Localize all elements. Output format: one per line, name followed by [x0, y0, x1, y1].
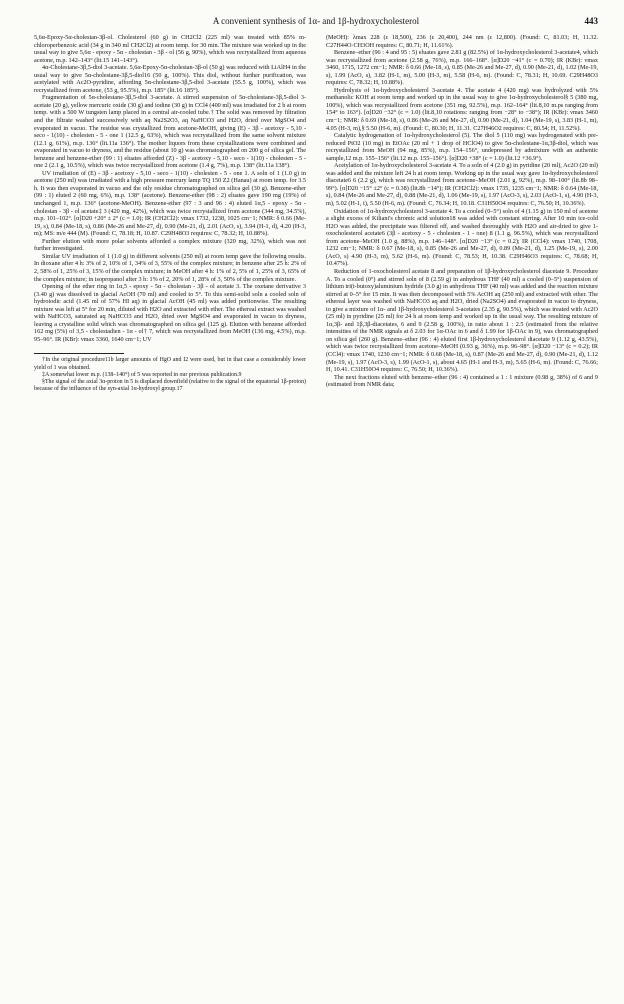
- paragraph: UV irradiation of (E) - 3β - acetoxy - 5,10 - seco - 1(10) - cholesten - 5 - one 1. A soln of 1 (1.0 g) in acetone (250 ml) was irradiated with a high pressure mercury lamp TQ 150 Z2 (Hanau) at room temp. for 3.5 h. It was then evaporated in vacuo and the oily residue chromatographed on silica gel (30 g). Benzene-ether (99 : 1) eluted 2 (60 mg, 6%), m.p. 138° (acetone). Benzene-ether (98 : 2) eluates gave 190 mg (19%) of unchanged 1, m.p. 136° (acetone-MeOH). Benzene-ether (97 : 3 and 96 : 4) eluted 1α,5 - epoxy - 5α - cholestan - 3β - ol acetate‡ 3 (420 mg, 42%), which was twice recrystallized from acetone (344 mg, 34.5%), m.p. 101–102°. [α]D20 +20° ± 2° (c = 1.0); IR (CH2Cl2): νmax 1732, 1238, 1025 cm−1; NMR: δ 0.66 (Me-19, s), 0.84 (Me-18, s), 0.86 (Me-26 and Me-27, d), 0.90 (Me-21, d), 2.01 (AcO, s), 3.94 (H-1, d), 4.20 (H-3, m); MS: m/e 444 (M). (Found: C, 78.18; H, 10.87. C29H48O3 requires: C, 78.32; H, 10.88%).: [34, 169, 306, 238]
- paragraph: (MeOH): λmax 228 (ε 18,500), 236 (ε 20,400), 244 nm (ε 12,800). (Found: C, 81.03; H, 11.32. C27H44O·CH3OH requires: C, 80.71; H, 11.61%).: [326, 34, 598, 49]
- paragraph: Benzene–ether (96 : 4 and 95 : 5) eluates gave 2.81 g (82.5%) of 1α-hydroxycholesterol 3-acetate4, which was recrystallized from acetone (2.58 g, 76%), m.p. 166–168°. [α]D20 −41° (c = 0.70); IR (KBr): νmax 3460, 1715, 1272 cm−1; NMR: δ 0.66 (Me-18, s), 0.85 (Me-26 and Me-27, d), 0.90 (Me-21, d), 1.02 (Me-19, s), 1.99 (AcO, s), 3.82 (H-1, m), 5.00 (H-3, m), 5.58 (H-6, m). (Found: C, 78.31; H, 10.69. C29H48O3 requires: C, 78.32; H, 10.88%).: [326, 49, 598, 87]
- running-header: [34, 14, 598, 34]
- footnote: ‡A somewhat lower m.p. (138–140°) of 5 was reported in our previous publication.9: [42, 371, 242, 378]
- footnotes: [34, 357, 306, 393]
- paragraph: Further elution with more polar solvents afforded a complex mixture (320 mg, 32%), which was not further investigated.: [34, 237, 306, 253]
- paragraph: Catalytic hydrogenation of 1α-hydroxycholesterol (5). The diol 5 (110 mg) was hydrogenated with pre-reduced PtO2 (10 mg) in EtOAc (20 ml + 1 drop of HClO4) to give 5α-cholestane-1α,3β-diol, which was recrystallized from MeOH (94 mg, 85%), m.p. 154–156°, undepressed by admixture with an authentic sample,12 m.p. 155–156° (lit.12 m.p. 155–156°). [α]D20 +38° (c = 1.0) (lit.12 +36.9°).: [326, 132, 598, 162]
- paragraph: The next fractions eluted with benzene–ether (96 : 4) contained a 1 : 1 mixture (0.98 g, 38%) of 6 and 9 (estimated from NMR data;: [326, 373, 598, 389]
- paragraph: 4α-Cholestane-3β,5-diol 3-acetate. 5,6α-Epoxy-5α-cholestan-3β-ol (50 g) was reduced with LiAlH4 in the usual way to give 5α-cholestane-3β,5-diol16 (50 g, 100%). This diol, without further purification, was acetylated with Ac2O-pyridine, affording 5α-cholestane-3β,5-diol 3-acetate (55.5 g, 100%), which was recrystallized from acetone, (53 g, 95.5%), m.p. 185° (lit.16 185°).: [34, 64, 306, 94]
- paragraph: Similar UV irradiation of 1 (1.0 g) in different solvents (250 ml) at room temp gave the following results. In dioxane after 4 h: 3% of 2, 10% of 1, 34% of 3, 55% of the complex mixture; in benzene after 25 h: 2% of 2, 58% of 1, 25% of 3, 15% of the complex mixture; in MeOH after 4 h: 1% of 2, 5% of 1, 25% of 3, 65% of the complex mixture; in isopropanol after 3 h: 1% of 2, 20% of 1, 28% of 3, 50% of the complex mixture.: [34, 252, 306, 283]
- paragraph: Oxidation of 1α-hydroxycholesterol 3-acetate 4. To a cooled (0–5°) soln of 4 (1.15 g) in 150 ml of acetone a slight excess of Kiliani's chromic acid solution18 was added with constant stirring. After 10 min ice-cold H2O was added, the precipitate was filtered off, and washed thoroughly with H2O and air-dried to give 1-oxocholesterol acetate6 (3β - acetoxy - 5 - cholesten - 1 - one) 8 (1.1 g, 96.5%), which was recrystallized from acetone–MeOH (1.0 g, 88%), m.p. 146–148°. [α]D20 −13° (c = 0.2); IR (CCl4): νmax 1740, 1708, 1232 cm−1; NMR: δ 0.67 (Me-18, s), 0.85 (Me-26 and Me-27, d), 0.89 (Me-21, d), 1.25 (Me-19, s), 2.00 (AcO, s) 4.90 (H-3, m), 5.62 (H-6, m). (Found: C, 78.53; H, 10.38. C29H46O3 requires: C, 78.68; H, 10.47%).: [326, 207, 598, 268]
- left-column: [34, 34, 306, 393]
- paragraph: Acetylation of 1α-hydroxycholesterol 3-acetate 4. To a soln of 4 (2.0 g) in pyridine (20 ml), Ac2O (20 ml) was added and the mixture left 24 h at room temp. Working up in the usual way gave 1α-hydroxycholesterol diacetate6 6 (2.2 g), which was recrystallized from acetone–MeOH (2.01 g, 92%), m.p. 98–100° (lit.8b 98–99°). [α]D20 −15° ±2° (c = 0.38) (lit.8b −14°); IR (CH2Cl2): νmax 1735, 1235 cm−1; NMR: δ 0.64 (Me-18, s), 0.84 (Me-26 and Me-27, d), 0.88 (Me-21, d), 1.06 (Me-19, s), 1.97 (AcO-3, s), 2.03 (AcO-1, s), 4.90 (H-3, m), 5.02 (H-1, t), 5.50 (H-6, m). (Found: C, 76.34; H, 10.18. C31H50O4 requires: C, 76.50; H, 10.36%).: [326, 162, 598, 208]
- running-title: A convenient synthesis of 1α- and 1β-hydroxycholesterol: [212, 16, 420, 26]
- right-column: [326, 34, 598, 393]
- paragraph: Opening of the ether ring in 1α,5 - epoxy - 5α - cholestan - 3β - ol acetate 3. The oxetane derivative 3 (3.40 g) was dissolved in glacial AcOH (70 ml) and cooled to 5°. To this semi-solid soln a cooled soln of hydroiodic acid (1.45 ml of 57% HI aq) in glacial AcOH (45 ml) was added portionwise. The resulting mixture was left at 5° for 20 min, diluted with H2O and extracted with ether. The ethereal extract was washed with NaHCO3, saturated aq NaHCO3 and H2O, dried over MgSO4 and evaporated in vacuo to dryness, leaving a crystalline solid which was chromatographed on silica gel (125 g). Elution with benzene afforded 162 mg (5%) of 3,5 - cholestadien - 1α - ol† 7, which was recrystallized from MeOH (136 mg, 4.5%), m.p. 95–96°. IR (KBr): νmax 3360, 1640 cm−1; UV: [34, 283, 306, 343]
- paragraph: Hydrolysis of 1α-hydroxycholesterol 3-acetate 4. The acetate 4 (420 mg) was hydrolyzed with 5% methanolic KOH at room temp and worked up in the usual way to give 1α-hydroxycholesterol§ 5 (380 mg, 100%), which was recrystallized from acetone (351 mg, 92.5%), m.p. 162–164° (lit.8,10 m.ps ranging from 154° to 163°). [α]D20 −32° (c = 1.0) (lit.8,10 rotations: ranging from −28° to −38°); IR (KBr): νmax 3460 cm−1; NMR: δ 0.69 (Me-18, s), 0.86 (Me-26 and Me-27, d), 0.90 (Me-21, d), 1.04 (Me-19, s), 3.83 (H-1, m), 4.05 (H-3, m),§ 5.50 (H-6, m). (Found: C, 80.30; H, 11.31. C27H46O2 requires: C, 80.54; H, 11.52%).: [326, 86, 598, 132]
- page-number: 443: [584, 16, 598, 26]
- footnote: §The signal of the axial 3α-proton in 5 is displaced downfield (relative to the signal of the equatorial 1β-proton) because of the influence of the syn-axial 1α-hydroxyl group.17: [34, 379, 306, 393]
- paragraph: 5,6α-Epoxy-5α-cholestan-3β-ol. Cholesterol (60 g) in CH2Cl2 (225 ml) was treated with 85% m-chloroperbenzoic acid (34 g in 340 ml CH2Cl2) at room temp. for 30 min. The mixture was worked up in the usual way to give 5,6α - epoxy - 5α - cholestan - 3β - ol (56 g, 90%), which was recrystallized from aqueous acetone, m.p. 142–143° (lit.15 141–143°).: [34, 34, 306, 64]
- paragraph: Fragmentation of 5α-cholestane-3β,5-diol 3-acetate. A stirred suspension of 5α-cholestane-3β,5-diol 3-acetate (20 g), yellow mercuric oxide (30 g) and iodine (30 g) in CCl4 (400 ml) was irradiated for 2 h at room temp. with a 500 W tungsten lamp placed in a central air-cooled tube.† The solid was removed by filtration and the filtrate washed successively with aq Na2S2O3, aq NaHCO3 and H2O, dried over MgSO4 and evaporated in vacuo. The residue was crystallized from acetone-MeOH, giving (E) - 3β - acetoxy - 5,10 - seco - 1(10) - cholesten - 5 - one 1 (12.5 g, 63%), which was recrystallized from the same solvent mixture (12.1 g, 61%), m.p. 136° (lit.11a 136°). The mother liquors from these crystallizations were combined and evaporated in vacuo to dryness, and the residue (about 10 g) was chromatographed on 200 g of silica gel. The benzene and benzene-ether (99 : 1) eluates afforded (Z) - 3β - acetoxy - 5,10 - seco - 1(10) - cholesten - 5 - one 2 (2.1 g, 10.5%), which was twice recrystallized from acetone (1.4 g, 7%), m.p. 138° (lit.11a 138°).: [34, 94, 306, 170]
- footnote-rule: [34, 353, 124, 354]
- paragraph: Reduction of 1-oxocholesterol acetate 8 and preparation of 1β-hydroxycholesterol diacetate 9. Procedure A. To a cooled (0°) and stirred soln of 8 (2.59 g) in anhydrous THF (40 ml) a cooled (0–5°) suspension of lithium tri(t-butoxy)aluminium hydride (3.0 g) in anhydrous THF (40 ml) was added and the reaction mixture stirred at 0–5° for 15 min. It was then decomposed with 5% AcOH aq (250 ml) and extracted with ether. The ethereal layer was washed with NaHCO3 aq and H2O, dried (Na2SO4) and evaporated in vacuo to dryness, to give a mixture of 1α- and 1β-hydroxycholesterol 3-acetates (2.35 g, 90.5%), which was treated with Ac2O (25 ml) in pyridine (25 ml) for 24 h at room temp and worked up in the usual way. The resulting mixture of 1α,3β- and 1β,3β-diacetates, 6 and 9 (2.58 g, 100%), in ratio about 1 : 2.5 (estimated from the relative intensities of the NMR signals at δ 2.03 for 1α-OAc in 6 and δ 1.99 for 1β-OAc in 9), was chromatographed on silica gel (260 g). Benzene–ether (96 : 4) eluted first 1β-hydroxycholesterol diacetate 9 (1.12 g, 43.5%), which was twice recrystallized from acetone–MeOH (0.93 g, 36%), m.p. 96–98°. [α]D20 −13° (c = 0.2); IR (CCl4): νmax 1740, 1230 cm−1; NMR: δ 0.68 (Me-18, s), 0.87 (Me-26 and Me-27, d), 0.90 (Me-21, d), 1.12 (Me-19, s), 1.97 (AcO-3, s), 1.99 (AcO-1, s), about 4.65 (H-1 and H-3, m), 5.65 (H-6, m). (Found: C, 76.66; H, 10.41. C31H50O4 requires: C, 76.50; H, 10.36%).: [326, 267, 598, 374]
- footnote: †In the original procedure11b larger amounts of HgO and I2 were used, but in that case a considerably lower yield of 1 was obtained.: [34, 357, 306, 371]
